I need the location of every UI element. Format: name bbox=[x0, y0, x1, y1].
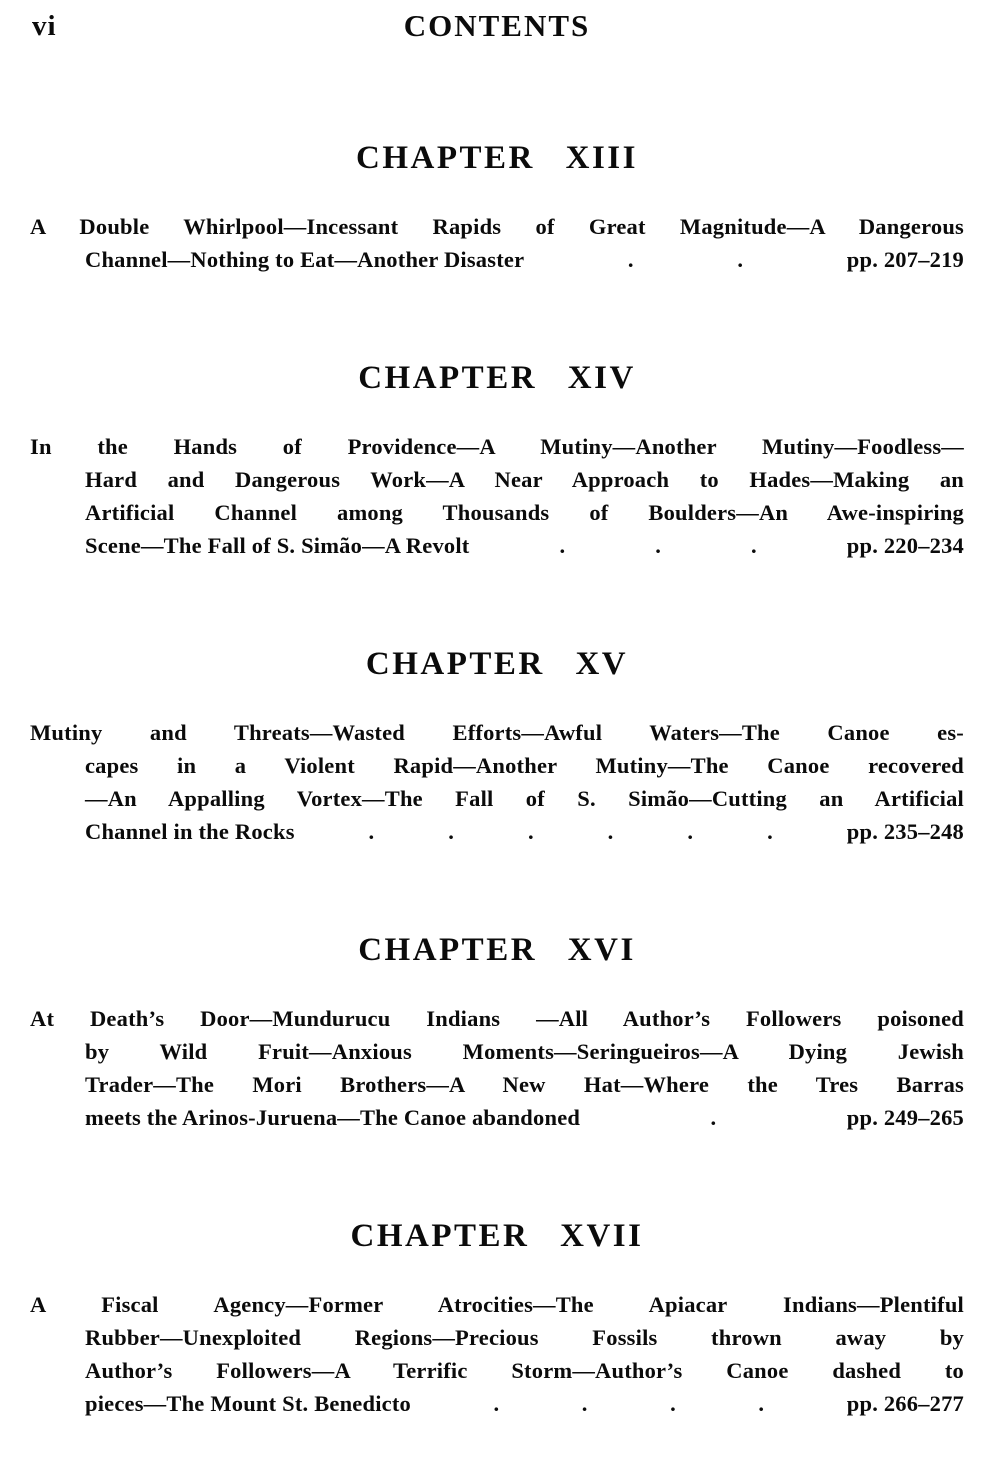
page-range: pp. 249–265 bbox=[846, 1105, 964, 1130]
leader-dot: . bbox=[448, 819, 455, 844]
chapter-entry bbox=[30, 1216, 964, 1420]
leader-dot: . bbox=[581, 1391, 588, 1416]
summary-line: Mutiny and Threats—Wasted Efforts—Awful Waters—The Canoe es- bbox=[30, 720, 964, 745]
summary-line: pieces—The Mount St. Benedicto bbox=[85, 1391, 411, 1416]
leader-dot: . bbox=[750, 533, 757, 558]
chapter-list bbox=[30, 138, 964, 1420]
leader-dots bbox=[524, 243, 846, 276]
summary-line: Trader—The Mori Brothers—A New Hat—Where the Tres Barras bbox=[85, 1072, 964, 1097]
chapter-heading: CHAPTER XVI bbox=[358, 932, 636, 968]
summary-last-line bbox=[85, 1101, 964, 1134]
chapter-heading: CHAPTER XVII bbox=[350, 1218, 644, 1254]
page-range: pp. 235–248 bbox=[846, 819, 964, 844]
chapter-entry bbox=[30, 138, 964, 276]
chapter-heading: CHAPTER XIV bbox=[358, 360, 636, 396]
leader-dot: . bbox=[670, 1391, 676, 1416]
summary-line: Channel—Nothing to Eat—Another Disaster bbox=[85, 247, 525, 272]
leader-dot: . bbox=[627, 247, 634, 272]
leader-dot: . bbox=[767, 819, 773, 844]
leader-dots bbox=[470, 529, 847, 562]
leader-dots bbox=[295, 815, 847, 848]
summary-line: Channel in the Rocks bbox=[85, 819, 295, 844]
leader-dot: . bbox=[655, 533, 662, 558]
chapter-summary bbox=[30, 430, 964, 562]
leader-dots bbox=[580, 1101, 847, 1134]
page-range: pp. 266–277 bbox=[846, 1391, 964, 1416]
summary-last-line bbox=[85, 529, 964, 562]
summary-line: Hard and Dangerous Work—A Near Approach to Hades—Making an bbox=[85, 467, 964, 492]
summary-last-line bbox=[85, 243, 964, 276]
chapter-entry bbox=[30, 930, 964, 1134]
leader-dot: . bbox=[687, 819, 694, 844]
summary-line: Scene—The Fall of S. Simão—A Revolt bbox=[85, 533, 470, 558]
leader-dot: . bbox=[737, 247, 744, 272]
page-header bbox=[30, 8, 964, 52]
summary-line: by Wild Fruit—Anxious Moments—Seringueiros—A Dying Jewish bbox=[85, 1039, 964, 1064]
summary-last-line bbox=[85, 815, 964, 848]
page-range: pp. 220–234 bbox=[846, 533, 964, 558]
summary-line: —An Appalling Vortex—The Fall of S. Simão—Cutting an Artificial bbox=[85, 786, 964, 811]
summary-line: A Fiscal Agency—Former Atrocities—The Apiacar Indians—Plentiful bbox=[30, 1292, 964, 1317]
leader-dot: . bbox=[493, 1391, 500, 1416]
summary-line: capes in a Violent Rapid—Another Mutiny—The Canoe recovered bbox=[85, 753, 964, 778]
chapter-heading: CHAPTER XIII bbox=[356, 140, 638, 176]
leader-dot: . bbox=[527, 819, 534, 844]
page-number: vi bbox=[32, 10, 57, 42]
summary-last-line bbox=[85, 1387, 964, 1420]
leader-dot: . bbox=[368, 819, 375, 844]
summary-line: meets the Arinos-Juruena—The Canoe abandoned bbox=[85, 1105, 581, 1130]
chapter-entry bbox=[30, 644, 964, 848]
chapter-summary bbox=[30, 1288, 964, 1420]
leader-dots bbox=[411, 1387, 847, 1420]
summary-line: Artificial Channel among Thousands of Boulders—An Awe-inspiring bbox=[85, 500, 964, 525]
chapter-summary bbox=[30, 716, 964, 848]
page-title: CONTENTS bbox=[403, 8, 591, 43]
leader-dot: . bbox=[710, 1105, 717, 1130]
chapter-summary bbox=[30, 1002, 964, 1134]
summary-line: At Death’s Door—Mundurucu Indians —All Author’s Followers poisoned bbox=[30, 1006, 964, 1031]
leader-dot: . bbox=[607, 819, 614, 844]
chapter-heading: CHAPTER XV bbox=[365, 646, 629, 682]
leader-dot: . bbox=[758, 1391, 765, 1416]
page-range: pp. 207–219 bbox=[846, 247, 964, 272]
leader-dot: . bbox=[559, 533, 566, 558]
summary-line: In the Hands of Providence—A Mutiny—Another Mutiny—Foodless— bbox=[30, 434, 964, 459]
chapter-summary bbox=[30, 210, 964, 276]
chapter-entry bbox=[30, 358, 964, 562]
summary-line: A Double Whirlpool—Incessant Rapids of Great Magnitude—A Dangerous bbox=[30, 214, 964, 239]
summary-line: Rubber—Unexploited Regions—Precious Fossils thrown away by bbox=[85, 1325, 964, 1350]
summary-line: Author’s Followers—A Terrific Storm—Author’s Canoe dashed to bbox=[85, 1358, 964, 1383]
